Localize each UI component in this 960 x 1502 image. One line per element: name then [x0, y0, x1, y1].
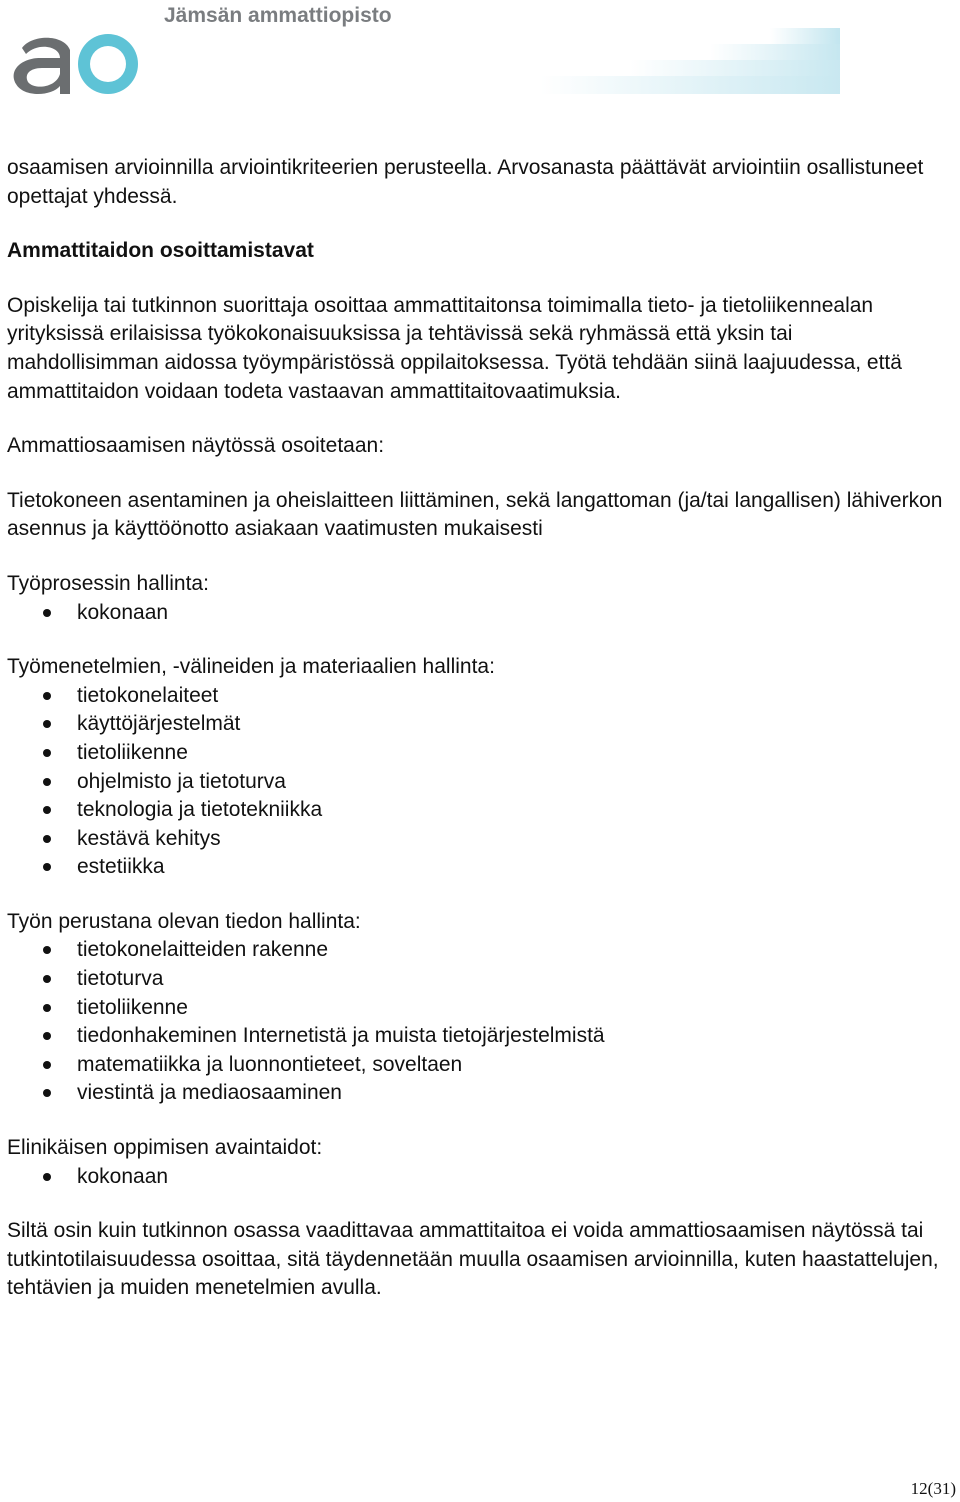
list-item: tiedonhakeminen Internetistä ja muista tietojärjestelmistä: [7, 1022, 947, 1051]
closing-paragraph: Siltä osin kuin tutkinnon osassa vaadittavaa ammattitaitoa ei voida ammattiosaamisen näytössä tai tutkintotilaisuudessa osoittaa, sitä täydennetään muulla osaamisen arvioinnilla, kuten haastattelujen, tehtävien ja muiden menetelmien avulla.: [7, 1219, 939, 1300]
list-item: viestintä ja mediaosaaminen: [7, 1079, 947, 1108]
bullet-icon: [43, 1032, 51, 1040]
bullet-icon: [43, 720, 51, 728]
bullet-icon: [43, 692, 51, 700]
list-item: käyttöjärjestelmät: [7, 710, 947, 739]
school-logo: [4, 2, 404, 107]
bullet-icon: [43, 835, 51, 843]
demo-text: Tietokoneen asentaminen ja oheislaitteen liittäminen, sekä langattoman (ja/tai langallisen) lähiverkon asennus ja käyttöönotto asiakaan vaatimusten mukaisesti: [7, 488, 943, 541]
bullet-icon: [43, 778, 51, 786]
intro-paragraph: osaamisen arvioinnilla arviointikriteerien perusteella. Arvosanasta päättävät arviointiin osallistuneet opettajat yhdessä.: [7, 156, 924, 208]
list-lifelong-learning: [7, 1134, 947, 1191]
list-item: teknologia ja tietotekniikka: [7, 796, 947, 825]
list-item: kokonaan: [7, 599, 947, 628]
section-heading: Ammattitaidon osoittamistavat: [7, 239, 314, 263]
list-item: tietokonelaitteiden rakenne: [7, 936, 947, 965]
demo-label: Ammattiosaamisen näytössä osoitetaan:: [7, 434, 385, 458]
bullet-icon: [43, 946, 51, 954]
page-header: [0, 0, 960, 110]
list-item: kestävä kehitys: [7, 825, 947, 854]
bullet-icon: [43, 975, 51, 983]
bullet-icon: [43, 806, 51, 814]
list-title: Työn perustana olevan tiedon hallinta:: [7, 909, 361, 933]
list-item: kokonaan: [7, 1163, 947, 1192]
list-title: Elinikäisen oppimisen avaintaidot:: [7, 1136, 323, 1160]
school-name: Jämsän ammattiopisto: [164, 4, 392, 27]
bullet-icon: [43, 1089, 51, 1097]
list-item: tietoliikenne: [7, 739, 947, 768]
bullet-icon: [43, 1004, 51, 1012]
list-title: Työprosessin hallinta:: [7, 571, 209, 595]
description-paragraph: Opiskelija tai tutkinnon suorittaja osoittaa ammattitaitonsa toimimalla tieto- ja tietoliikennealan yrityksissä erilaisissa työkokonaisuuksissa ja tehtävissä sekä ryhmässä että yksin tai mahdollisimman aidossa työympäristössä oppilaitoksessa. Työtä tehdään siinä laajuudessa, että ammattitaidon voidaan todeta vastaavan ammattitaitovaatimuksia.: [7, 293, 902, 403]
list-methods: [7, 653, 947, 882]
bullet-icon: [43, 749, 51, 757]
page-number: 12(31): [910, 1479, 956, 1498]
header-decoration: [520, 20, 850, 100]
list-item: tietoliikenne: [7, 994, 947, 1023]
list-title: Työmenetelmien, -välineiden ja materiaalien hallinta:: [7, 655, 495, 679]
document-body: [7, 154, 947, 1329]
bullet-icon: [43, 1061, 51, 1069]
bullet-icon: [43, 863, 51, 871]
logo-letter-o: [78, 34, 138, 94]
list-item: estetiikka: [7, 853, 947, 882]
bullet-icon: [43, 609, 51, 617]
list-work-process: [7, 570, 947, 627]
list-knowledge: [7, 908, 947, 1108]
list-item: ohjelmisto ja tietoturva: [7, 768, 947, 797]
list-item: tietokonelaiteet: [7, 682, 947, 711]
list-item: matematiikka ja luonnontieteet, soveltaen: [7, 1051, 947, 1080]
logo-letter-a: [14, 38, 70, 94]
bullet-icon: [43, 1173, 51, 1181]
list-item: tietoturva: [7, 965, 947, 994]
